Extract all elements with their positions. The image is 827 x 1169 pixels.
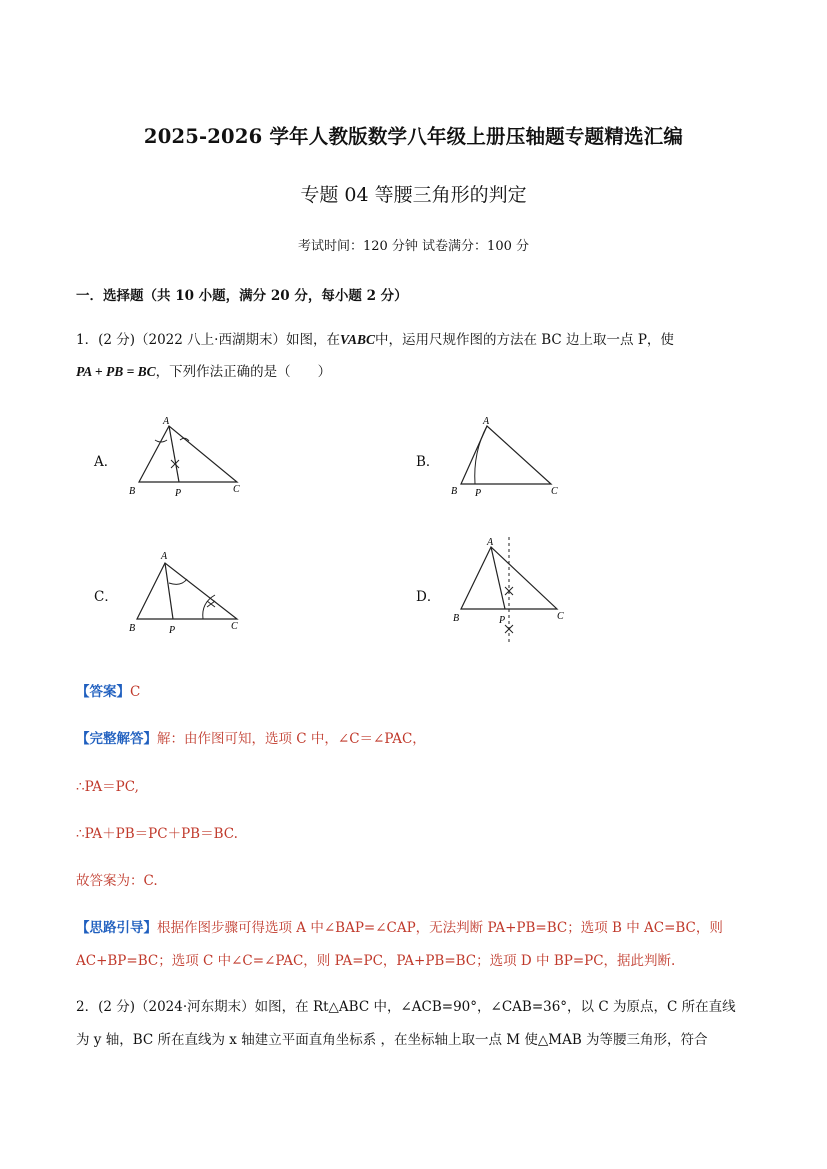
triangle-abc: [137, 563, 237, 619]
question-1-prefix: 1．(2 分)（2022 八上·西湖期末）如图，在: [76, 332, 340, 348]
option-d-figure: [445, 535, 575, 650]
vertex-a: A: [487, 537, 494, 548]
question-1-suffix: ，下列作法正确的是（ ）: [155, 364, 332, 380]
arc-mark: [203, 595, 215, 619]
segment-ap: [165, 563, 173, 619]
cross-mark: [505, 625, 513, 633]
vertex-c: C: [233, 484, 240, 495]
option-b-label: B．: [416, 454, 440, 470]
option-c-figure: [125, 545, 250, 640]
vertex-p: P: [499, 615, 506, 626]
vertex-p: P: [169, 625, 176, 636]
solution-line-4: 故答案为：C.: [76, 873, 158, 889]
hint-text: 根据作图步骤可得选项 A 中∠BAP=∠CAP，无法判断 PA+PB=BC；选项 B 中 AC=BC，则: [157, 920, 723, 936]
solution-text: 解：由作图可知，选项 C 中，∠C＝∠PAC，: [157, 731, 426, 747]
question-1-stem-line2: [76, 360, 331, 380]
hint-line-2: AC+BP=BC；选项 C 中∠C=∠PAC，则 PA=PC，PA+PB=BC；选项 D 中 BP=PC，据此判断.: [76, 953, 676, 969]
question-1-mid: 中，运用尺规作图的方法在 BC 边上取一点 P，使: [374, 332, 674, 348]
cross-mark: [207, 601, 215, 607]
solution-line-2: ∴PA＝PC,: [76, 779, 139, 795]
vertex-p: P: [175, 488, 182, 499]
answer-value: C: [130, 684, 141, 700]
question-2-line-2: 为 y 轴，BC 所在直线为 x 轴建立平面直角坐标系 ，在坐标轴上取一点 M 使△MAB 为等腰三角形，符合: [76, 1032, 708, 1048]
vertex-a: A: [483, 416, 490, 427]
triangle-symbol: VABC: [339, 332, 375, 347]
page-title: 2025-2026 学年人教版数学八年级上册压轴题专题精选汇编: [143, 125, 684, 148]
solution-line-1: [76, 727, 426, 747]
hint-line-1: [76, 916, 723, 936]
vertex-a: A: [161, 551, 168, 562]
answer-line: [76, 680, 140, 700]
option-c-label: C．: [94, 589, 118, 605]
option-a-figure: [125, 410, 250, 505]
page-subtitle: 专题 04 等腰三角形的判定: [300, 184, 527, 206]
vertex-b: B: [129, 623, 136, 634]
vertex-b: B: [453, 613, 460, 624]
question-1-stem: [76, 328, 674, 348]
vertex-b: B: [129, 486, 136, 497]
hint-tag: 【思路引导】: [76, 920, 157, 936]
segment-ap: [169, 426, 179, 482]
option-b-figure: [445, 408, 570, 503]
triangle-abc: [139, 426, 237, 482]
section-heading: 一．选择题（共 10 小题，满分 20 分，每小题 2 分）: [76, 288, 408, 304]
option-a-label: A．: [94, 454, 118, 470]
vertex-c: C: [551, 486, 558, 497]
vertex-b: B: [451, 486, 458, 497]
solution-line-3: ∴PA＋PB＝PC＋PB＝BC.: [76, 826, 238, 842]
solution-tag: 【完整解答】: [76, 731, 157, 747]
question-2-line-1: 2．(2 分)（2024·河东期末）如图，在 Rt△ABC 中，∠ACB=90°，∠CAB=36°，以 C 为原点，C 所在直线: [76, 999, 736, 1015]
vertex-c: C: [231, 621, 238, 632]
vertex-c: C: [557, 611, 564, 622]
arc-mark: [475, 426, 487, 484]
vertex-a: A: [163, 416, 170, 427]
answer-tag: 【答案】: [76, 684, 130, 700]
question-1-formula: PA + PB = BC: [76, 364, 156, 379]
vertex-p: P: [475, 488, 482, 499]
arc-mark: [169, 579, 187, 584]
segment-ap: [491, 547, 505, 609]
exam-meta: 考试时间：120 分钟 试卷满分：100 分: [297, 239, 530, 254]
option-d-label: D．: [416, 589, 441, 605]
